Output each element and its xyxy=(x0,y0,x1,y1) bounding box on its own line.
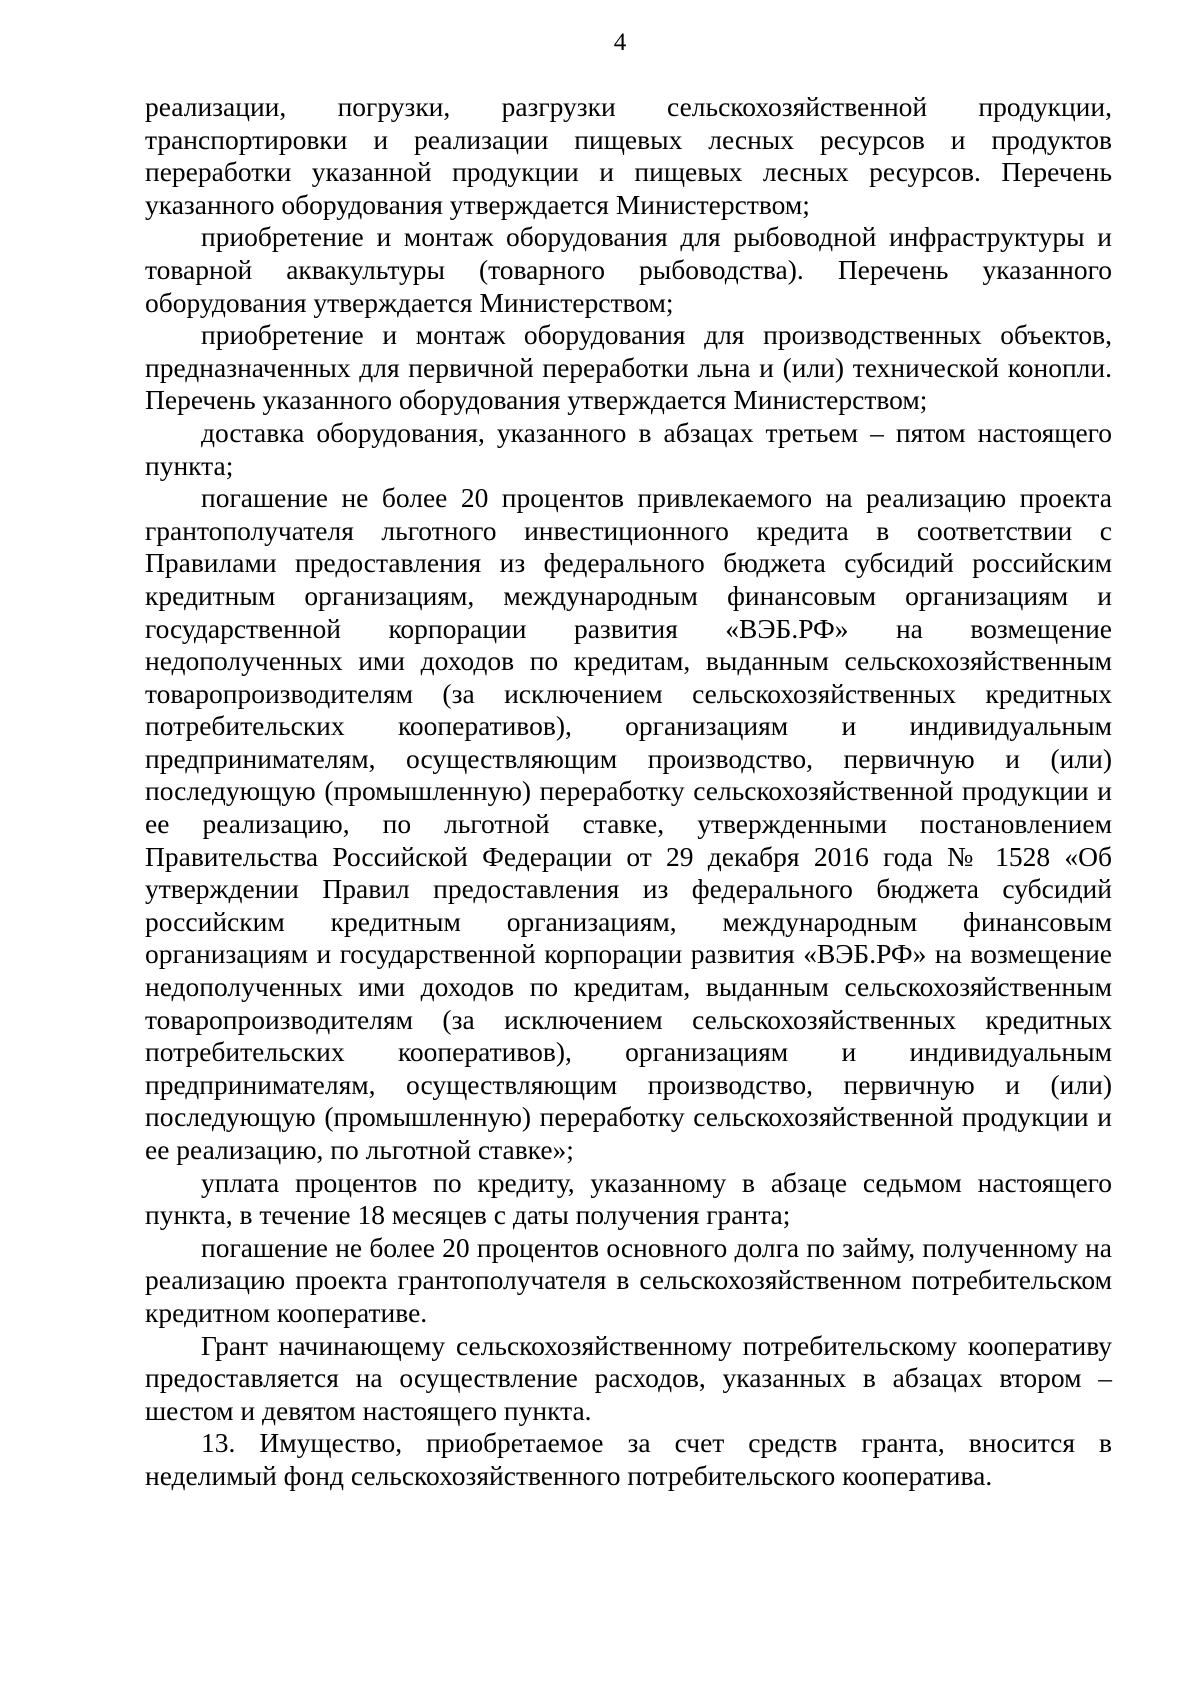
paragraph-flax-equipment: приобретение и монтаж оборудования для производственных объектов, предназначенных для первичной переработки льна и (или) технической конопли. Перечень указанного оборудования утверждается Министерством; xyxy=(145,319,1112,416)
paragraph-equipment-delivery: доставка оборудования, указанного в абзацах третьем – пятом настоящего пункта; xyxy=(145,416,1112,481)
document-body xyxy=(145,91,1112,1493)
paragraph-loan-repayment: погашение не более 20 процентов привлекаемого на реализацию проекта грантополучателя льготного инвестиционного кредита в соответствии с Правилами предоставления из федерального бюджета субсидий российским кредитным организациям, международным финансовым организациям и государственной корпорации развития «ВЭБ.РФ» на возмещение недополученных ими доходов по кредитам, выданным сельскохозяйственным товаропроизводителям (за исключением сельскохозяйственных кредитных потребительских кооперативов), организациям и индивидуальным предпринимателям, осуществляющим производство, первичную и (или) последующую (промышленную) переработку сельскохозяйственной продукции и ее реализацию, по льготной ставке, утвержденными постановлением Правительства Российской Федерации от 29 декабря 2016 года № 1528 «Об утверждении Правил предоставления из федерального бюджета субсидий российским кредитным организациям, международным финансовым организациям и государственной корпорации развития «ВЭБ.РФ» на возмещение недополученных ими доходов по кредитам, выданным сельскохозяйственным товаропроизводителям (за исключением сельскохозяйственных кредитных потребительских кооперативов), организациям и индивидуальным предпринимателям, осуществляющим производство, первичную и (или) последующую (промышленную) переработку сельскохозяйственной продукции и ее реализацию, по льготной ставке»; xyxy=(145,482,1112,1165)
paragraph-interest-payment: уплата процентов по кредиту, указанному в абзаце седьмом настоящего пункта, в течение 18 месяцев с даты получения гранта; xyxy=(145,1166,1112,1231)
paragraph-cooperative-grant: Грант начинающему сельскохозяйственному потребительскому кооперативу предоставляется на осуществление расходов, указанных в абзацах втором – шестом и девятом настоящего пункта. xyxy=(145,1329,1112,1426)
paragraph-fish-equipment: приобретение и монтаж оборудования для рыбоводной инфраструктуры и товарной аквакультуры (товарного рыбоводства). Перечень указанного оборудования утверждается Министерством; xyxy=(145,221,1112,318)
page-number: 4 xyxy=(613,29,627,56)
paragraph-continuation: реализации, погрузки, разгрузки сельскохозяйственной продукции, транспортировки и реализации пищевых лесных ресурсов и продуктов переработки указанной продукции и пищевых лесных ресурсов. Перечень указанного оборудования утверждается Министерством; xyxy=(145,91,1112,220)
paragraph-item-13: 13. Имущество, приобретаемое за счет средств гранта, вносится в неделимый фонд сельскохозяйственного потребительского кооператива. xyxy=(145,1427,1112,1491)
paragraph-debt-repayment: погашение не более 20 процентов основного долга по займу, полученному на реализацию проекта грантополучателя в сельскохозяйственном потребительском кредитном кооперативе. xyxy=(145,1231,1112,1328)
